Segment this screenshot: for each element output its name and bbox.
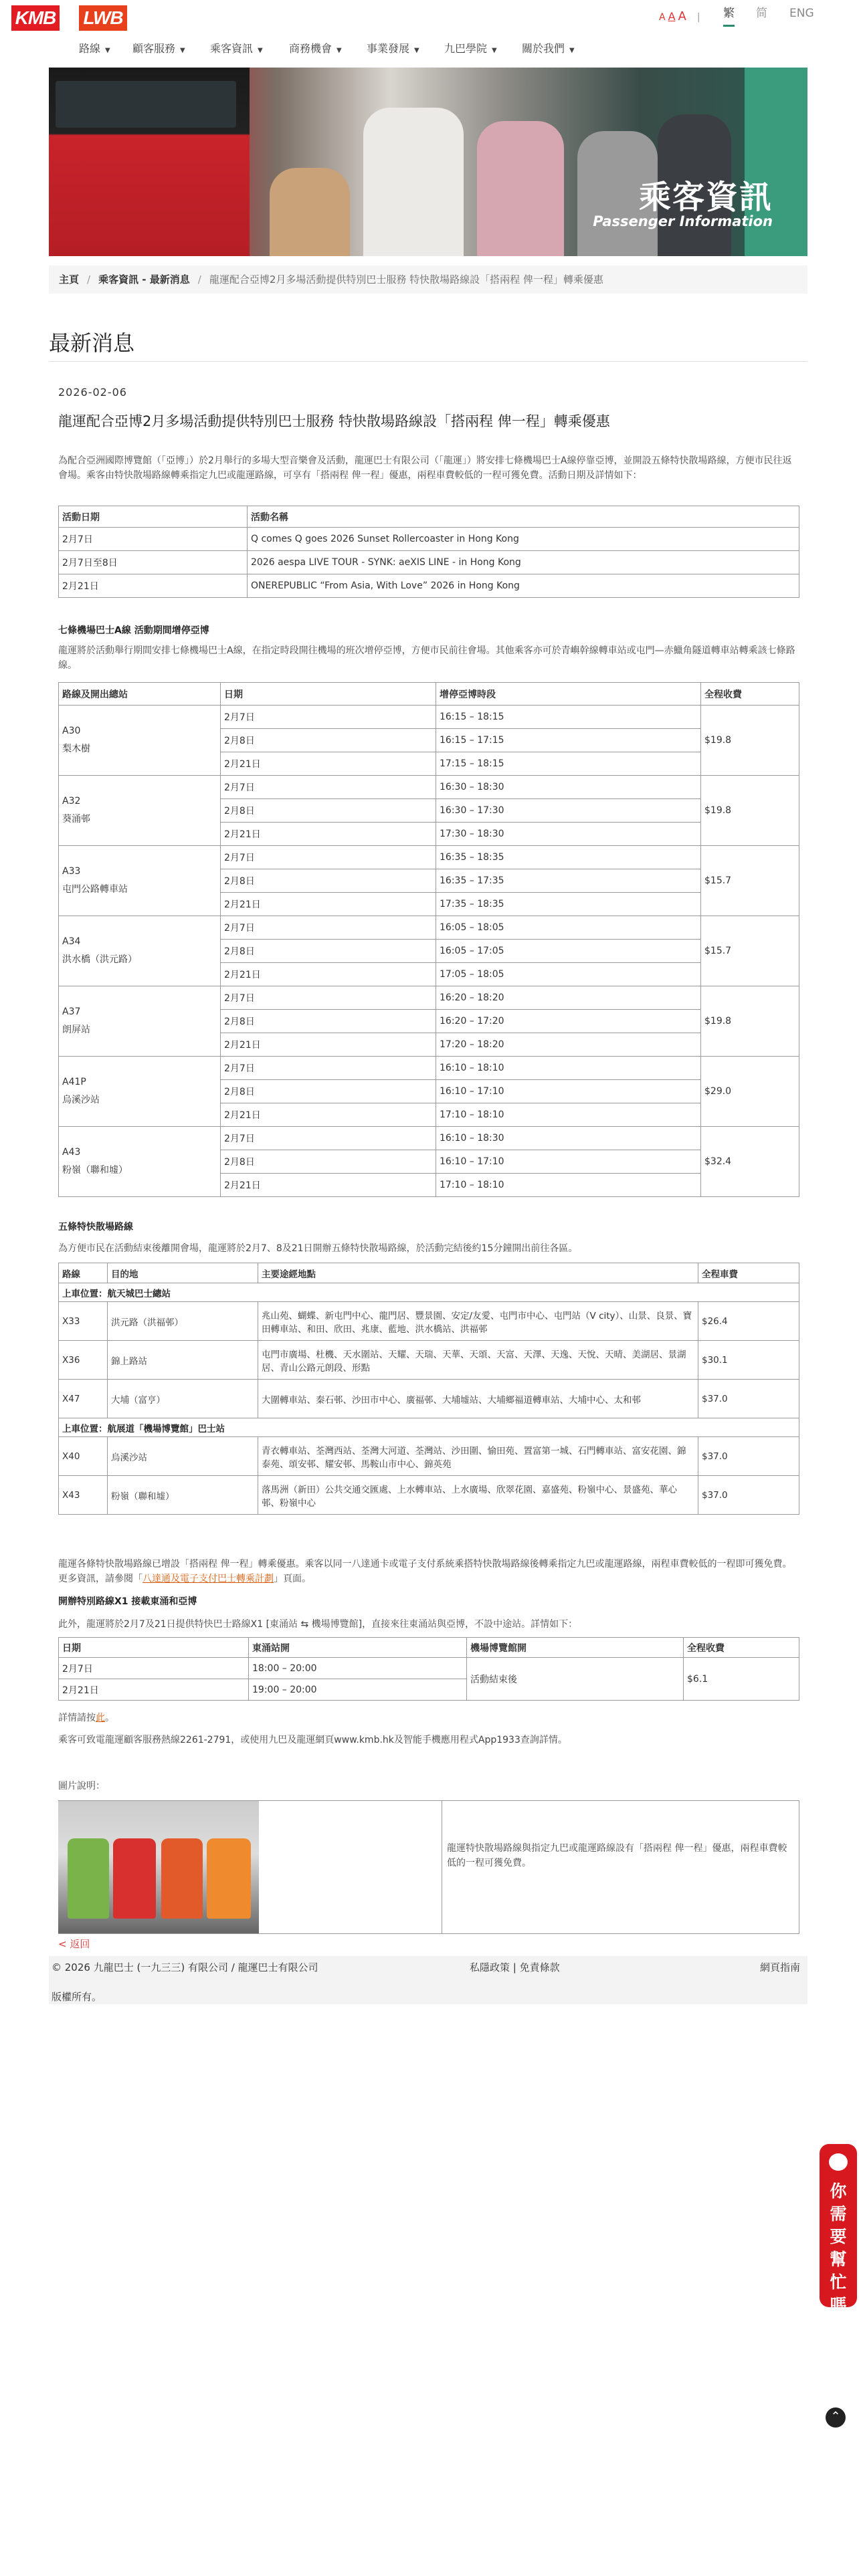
lwb-logo[interactable]: LWB — [79, 5, 127, 31]
table-row: X40 烏溪沙站 青衣轉車站、荃灣西站、荃灣大河道、荃灣站、沙田圍、愉田苑、置富第一城、石門轉車站、富安花園、錦泰苑、頌安邨、耀安邨、馬鞍山市中心、錦英苑 $37.0 — [59, 1437, 799, 1476]
photo-label: 圖片說明： — [58, 1781, 105, 1792]
chevron-down-icon: ▼ — [258, 47, 263, 54]
table-header: 路線及開出總站 — [59, 683, 221, 706]
table-row: 2月21日 17:15 – 18:15 — [59, 752, 799, 776]
table-row: 2月7日 Q comes Q goes 2026 Sunset Rollercoaster in Hong Kong — [59, 528, 799, 551]
table-header: 全程收費 — [684, 1638, 799, 1658]
table-row: 2月21日 17:10 – 18:10 — [59, 1174, 799, 1197]
table-row: 2月21日 17:35 – 18:35 — [59, 893, 799, 916]
table-header: 活動名稱 — [248, 506, 799, 528]
breadcrumb-section[interactable]: 乘客資訊 - 最新消息 — [98, 274, 190, 286]
back-link[interactable]: < 返回 — [58, 1938, 90, 1950]
route-cell: A33 屯門公路轉車站 — [59, 846, 221, 916]
table-header: 日期 — [59, 1638, 249, 1658]
article-intro: 為配合亞洲國際博覽館（「亞博」）於2月舉行的多場大型音樂會及活動，龍運巴士有限公司（「龍運」）將安排七條機場巴士A線停靠亞博，並開設五條特快散場路線，方便市民往返會場。乘客由特快散場路線轉乘指定九巴或龍運路線，可享有「搭兩程 俾一程」優惠，兩程車費較低的一程可獲免費。活動日期及詳情如下： — [58, 455, 792, 481]
table-row: A33 屯門公路轉車站 2月7日 16:35 – 18:35 $15.7 — [59, 846, 799, 869]
table-header: 全程收費 — [701, 683, 799, 706]
chevron-down-icon: ▼ — [105, 47, 110, 54]
table-row: 2月7日至8日 2026 aespa LIVE TOUR - SYNK: aeXIS LINE - in Hong Kong — [59, 551, 799, 574]
group-header: 上車位置：航展道「機場博覽館」巴士站 — [59, 1418, 799, 1437]
privacy-link[interactable]: 私隱政策 — [470, 1961, 510, 1973]
bus-photo — [58, 1801, 259, 1933]
table-row: 2月8日 16:20 – 17:20 — [59, 1010, 799, 1033]
table-header: 主要途經地點 — [258, 1263, 698, 1283]
breadcrumb-home[interactable]: 主頁 — [59, 274, 80, 286]
fare-cell: $19.8 — [701, 776, 799, 846]
fare-cell: $29.0 — [701, 1057, 799, 1127]
a-routes-table — [58, 682, 799, 1197]
table-header: 路線 — [59, 1263, 108, 1283]
passenger-figure — [270, 168, 350, 256]
chevron-down-icon: ▼ — [569, 47, 575, 54]
fare-cell: $15.7 — [701, 916, 799, 986]
route-cell: A43 粉嶺（聯和墟） — [59, 1127, 221, 1197]
fare-cell: $19.8 — [701, 986, 799, 1057]
route-cell: A30 梨木樹 — [59, 706, 221, 776]
table-header: 活動日期 — [59, 506, 248, 528]
back-to-top-icon[interactable]: ⌃ — [826, 2407, 846, 2428]
breadcrumb-current: 龍運配合亞博2月多場活動提供特別巴士服務 特快散場路線設「搭兩程 俾一程」轉乘優惠 — [209, 274, 603, 286]
transfer-note: 龍運各條特快散場路線已增設「搭兩程 俾一程」轉乘優惠。乘客以同一八達通卡或電子支付系統乘搭特快散場路線後轉乘指定九巴或龍運路線，兩程車費較低的一程即可獲免費。更多資訊，請參閱「八達通及電子支付巴士轉乘計劃」頁面。 — [58, 1559, 792, 1584]
sitemap-link[interactable]: 網頁指南 — [760, 1961, 801, 1973]
breadcrumb: 主頁 / 乘客資訊 - 最新消息 / 龍運配合亞博2月多場活動提供特別巴士服務 特快散場路線設「搭兩程 俾一程」轉乘優惠 — [49, 265, 807, 294]
fare-cell: $19.8 — [701, 706, 799, 776]
table-row: A41P 烏溪沙站 2月7日 16:10 – 18:10 $29.0 — [59, 1057, 799, 1080]
table-row: 2月8日 16:10 – 17:10 — [59, 1150, 799, 1174]
transfer-scheme-link[interactable]: 八達通及電子支付巴士轉乘計劃 — [142, 1574, 274, 1584]
nav-about[interactable]: 關於我們 ▼ — [522, 42, 575, 55]
lang-simplified[interactable]: 简 — [756, 7, 767, 20]
table-row: 2月21日 ONEREPUBLIC “From Asia, With Love” 2026 in Hong Kong — [59, 574, 799, 598]
x1-table — [58, 1637, 799, 1701]
table-row: A34 洪水橋（洪元路） 2月7日 16:05 – 18:05 $15.7 — [59, 916, 799, 940]
hotline-text: 乘客可致電龍運顧客服務熱線2261-2791，或使用九巴及龍運網頁www.kmb.hk及智能手機應用程式App1933查詢詳情。 — [58, 1735, 567, 1745]
nav-passenger-info[interactable]: 乘客資訊 ▼ — [210, 42, 263, 55]
route-cell: A41P 烏溪沙站 — [59, 1057, 221, 1127]
fare-cell: $15.7 — [701, 846, 799, 916]
site-footer — [49, 1956, 807, 2004]
kmb-logo[interactable]: KMB — [11, 5, 60, 31]
chat-icon — [829, 2153, 848, 2171]
table-row: A37 朗屏站 2月7日 16:20 – 18:20 $19.8 — [59, 986, 799, 1010]
article-title: 龍運配合亞博2月多場活動提供特別巴士服務 特快散場路線設「搭兩程 俾一程」轉乘優惠 — [58, 413, 610, 429]
disclaimer-link[interactable]: 免責條款 — [519, 1961, 560, 1973]
route-cell: A34 洪水橋（洪元路） — [59, 916, 221, 986]
copyright: © 2026 九龍巴士 (一九三三) 有限公司 / 龍運巴士有限公司 — [52, 1961, 318, 1973]
express-routes-table — [58, 1263, 799, 1515]
chevron-down-icon: ▼ — [337, 47, 342, 54]
section-heading-x1: 開辦特別路線X1 接載東涌和亞博 — [58, 1596, 197, 1607]
table-header: 東涌站開 — [249, 1638, 467, 1658]
table-header: 增停亞博時段 — [436, 683, 701, 706]
route-cell: A37 朗屏站 — [59, 986, 221, 1057]
table-row: X33 洪元路（洪福邨） 兆山苑、蝴蝶、新屯門中心、龍門居、豐景園、安定/友愛、屯門市中心、屯門站（V city）、山景、良景、寶田轉車站、和田、欣田、兆康、藍地、洪水橋站、洪福邨 $26.4 — [59, 1302, 799, 1341]
section-desc-a-routes: 龍運將於活動舉行期間安排七條機場巴士A線，在指定時段開往機場的班次增停亞博，方便市民前往會場。其他乘客亦可於青嶼幹線轉車站或屯門—赤鱲角隧道轉車站轉乘該七條路線。 — [58, 645, 795, 671]
table-row: 2月8日 16:35 – 17:35 — [59, 869, 799, 893]
table-row: A30 梨木樹 2月7日 16:15 – 18:15 $19.8 — [59, 706, 799, 729]
table-row: X43 粉嶺（聯和墟） 落馬洲（新田）公共交通交匯處、上水轉車站、上水廣場、欣翠花園、嘉盛苑、粉嶺中心、景盛苑、華心邨、粉嶺中心 $37.0 — [59, 1476, 799, 1515]
table-row: X36 錦上路站 屯門市廣場、杜機、天水圍站、天耀、天瑞、天華、天頌、天富、天澤、天逸、天悅、天晴、美湖居、景湖居、青山公路元朗段、形點 $30.1 — [59, 1341, 799, 1380]
font-large-button[interactable]: A — [678, 9, 686, 23]
table-row: 2月7日 18:00 – 20:00 活動結束後 $6.1 — [59, 1658, 799, 1679]
nav-academy[interactable]: 九巴學院 ▼ — [444, 42, 497, 55]
fare-cell: $32.4 — [701, 1127, 799, 1197]
passenger-figure — [477, 121, 564, 256]
table-row: 2月21日 17:30 – 18:30 — [59, 823, 799, 846]
table-row: X47 大埔（富亨） 大圍轉車站、秦石邨、沙田市中心、廣福邨、大埔墟站、大埔鄉福道轉車站、大埔中心、太和邨 $37.0 — [59, 1380, 799, 1418]
site-header — [0, 0, 859, 39]
font-medium-button[interactable]: A — [668, 10, 676, 23]
table-row: A32 葵涌邨 2月7日 16:30 – 18:30 $19.8 — [59, 776, 799, 799]
table-header: 全程車費 — [698, 1263, 799, 1283]
table-header: 日期 — [221, 683, 436, 706]
events-table — [58, 506, 799, 598]
table-row: 2月8日 16:05 – 17:05 — [59, 940, 799, 963]
font-size-controls: A A A | — [659, 9, 700, 23]
font-small-button[interactable]: A — [659, 12, 666, 23]
table-row: 2月8日 16:15 – 17:15 — [59, 729, 799, 752]
photo-caption: 龍運特快散場路線與指定九巴或龍運路線設有「搭兩程 俾一程」優惠，兩程車費較低的一程可獲免費。 — [447, 1843, 787, 1868]
nav-routes[interactable]: 路線 ▼ — [79, 42, 110, 55]
chevron-down-icon: ▼ — [492, 47, 497, 54]
route-cell: A32 葵涌邨 — [59, 776, 221, 846]
nav-customer-service[interactable]: 顧客服務 ▼ — [132, 42, 185, 55]
table-row: 2月21日 19:00 – 20:00 — [59, 1679, 799, 1701]
hero-subtitle: Passenger Information — [593, 213, 773, 229]
section-desc-x1: 此外，龍運將於2月7及21日提供特快巴士路線X1 [東涌站 ⇆ 機場博覽館]，直接來往東涌站與亞博，不設中途站。詳情如下： — [58, 1619, 578, 1630]
lang-traditional[interactable]: 繁 — [723, 5, 735, 27]
help-widget[interactable]: 你 需 要 幫 忙 嗎 — [820, 2144, 857, 2307]
divider — [49, 361, 807, 362]
section-heading-express: 五條特快散場路線 — [58, 1222, 133, 1232]
chevron-down-icon: ▼ — [180, 47, 185, 54]
table-row: 2月21日 17:10 – 18:10 — [59, 1103, 799, 1127]
group-header: 上車位置：航天城巴士總站 — [59, 1283, 799, 1302]
nav-business[interactable]: 商務機會 ▼ — [289, 42, 342, 55]
table-header: 機場博覽館開 — [467, 1638, 684, 1658]
passenger-figure — [363, 108, 464, 256]
table-row: 2月8日 16:30 – 17:30 — [59, 799, 799, 823]
hero-title: 乘客資訊 — [638, 179, 773, 216]
table-row: 2月21日 17:20 – 18:20 — [59, 1033, 799, 1057]
table-row: 2月21日 17:05 – 18:05 — [59, 963, 799, 986]
nav-development[interactable]: 事業發展 ▼ — [367, 42, 419, 55]
page-title: 最新消息 — [49, 330, 135, 356]
table-header: 目的地 — [108, 1263, 258, 1283]
rights: 版權所有。 — [52, 1991, 102, 2003]
footer-links: 私隱政策 | 免責條款 — [470, 1961, 560, 1973]
chevron-down-icon: ▼ — [414, 47, 419, 54]
details-link[interactable]: 此 — [96, 1713, 105, 1723]
section-heading-a-routes: 七條機場巴士A線 活動期間增停亞博 — [58, 625, 209, 636]
table-row: A43 粉嶺（聯和墟） 2月7日 16:10 – 18:30 $32.4 — [59, 1127, 799, 1150]
table-row: 2月8日 16:10 – 17:10 — [59, 1080, 799, 1103]
details-line: 詳情請按此。 — [58, 1713, 114, 1723]
bus-illustration — [49, 68, 250, 256]
hero-banner — [49, 68, 807, 256]
section-desc-express: 為方便市民在活動結束後離開會場，龍運將於2月7、8及21日開辦五條特快散場路線，於活動完結後約15分鐘開出前往各區。 — [58, 1243, 578, 1254]
article-date: 2026-02-06 — [58, 386, 127, 399]
lang-english[interactable]: ENG — [789, 7, 814, 20]
